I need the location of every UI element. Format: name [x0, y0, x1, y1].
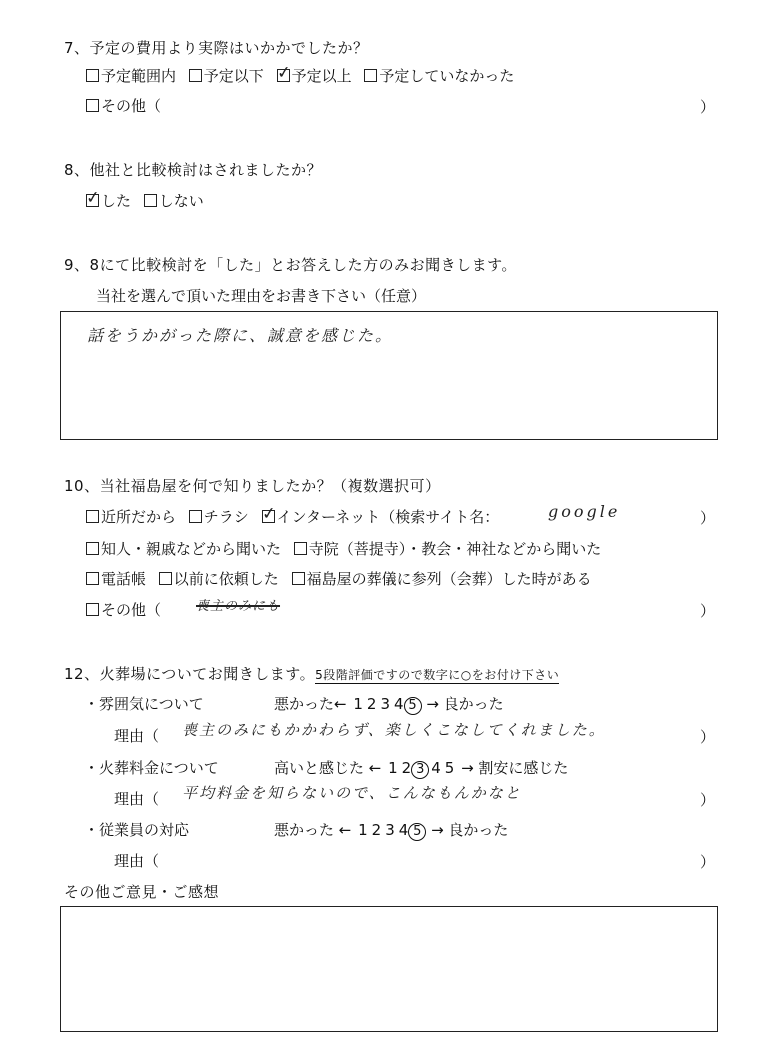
q12-title	[64, 664, 559, 685]
rating-digit[interactable]: 5	[444, 759, 455, 777]
rating-digit[interactable]: 3	[380, 695, 390, 713]
checkbox-checked[interactable]	[84, 187, 102, 209]
option-label: 予定以上	[291, 67, 352, 85]
close-paren: ）	[700, 98, 716, 116]
option-label: 福島屋の葬儀に参列（会葬）した時がある	[306, 570, 592, 588]
q10-row2	[86, 539, 609, 559]
rating-digit[interactable]: 1	[388, 759, 398, 777]
option-label: 予定していなかった	[379, 67, 515, 85]
checkmark-icon: ✓	[260, 503, 277, 525]
q7-title: 7、予定の費用より実際はいかかでしたか？	[64, 39, 369, 57]
q10-row3	[86, 569, 600, 589]
close-paren: ）	[700, 791, 716, 809]
option-label: 予定以下	[203, 67, 264, 85]
q12-item2-label: ・火葬料金について	[84, 759, 219, 777]
q7-other[interactable]	[86, 96, 161, 116]
checkbox[interactable]	[144, 194, 157, 207]
other-comments-title: その他ご意見・ご感想	[64, 883, 220, 901]
checkbox[interactable]	[364, 69, 377, 82]
q12-item1-reason-label: 理由（	[114, 727, 160, 745]
checkbox[interactable]	[159, 572, 172, 585]
q10-search-site-handwritten: google	[548, 502, 621, 521]
q10-option-attended[interactable]	[292, 569, 592, 589]
q12-note: 5段階評価ですので数字に○をお付け下さい	[315, 668, 560, 682]
checkbox[interactable]	[189, 69, 202, 82]
q10-option-phonebook[interactable]	[86, 569, 146, 589]
scale-left-label: 悪かった←	[274, 695, 347, 713]
q7-option-3[interactable]	[275, 62, 352, 86]
rating-digit[interactable]: 4	[394, 695, 404, 713]
scale-right-label: → 良かった	[431, 821, 509, 839]
q9-title: 9、8にて比較検討を「した」とお答えした方のみお聞きします。	[64, 256, 517, 274]
q12-item1-scale-row	[274, 694, 504, 715]
close-paren: ）	[700, 728, 716, 746]
q12-item3-reason-label: 理由（	[114, 852, 160, 870]
rating-selected[interactable]: 3	[411, 761, 429, 779]
q7-options	[86, 62, 522, 86]
option-label: 電話帳	[101, 570, 147, 588]
rating-digit[interactable]: 1	[353, 695, 363, 713]
rating-digit[interactable]: 4	[398, 821, 409, 839]
q12-item2-reason-label: 理由（	[114, 790, 160, 808]
q10-option-nearby[interactable]	[86, 507, 176, 527]
rating-digit[interactable]: 3	[385, 821, 395, 839]
q8-options	[84, 187, 212, 211]
q12-item1-label: ・雰囲気について	[84, 695, 204, 713]
rating-digit[interactable]: 2	[366, 695, 377, 713]
checkmark-icon: ✓	[84, 187, 102, 209]
checkbox[interactable]	[294, 542, 307, 555]
q12-item1-reason-handwritten: 喪主のみにもかかわらず、楽しくこなしてくれました。	[182, 721, 606, 739]
option-label: 知人・親戚などから聞いた	[101, 540, 282, 558]
rating-digit[interactable]: 4	[431, 759, 441, 777]
checkbox-checked[interactable]	[275, 62, 292, 84]
q8-title: 8、他社と比較検討はされましたか？	[64, 161, 323, 179]
scale-right-label: → 割安に感じた	[461, 759, 569, 777]
rating-digit[interactable]: 1	[358, 821, 368, 839]
close-paren: ）	[700, 509, 716, 527]
option-label: した	[101, 192, 132, 210]
checkbox[interactable]	[292, 572, 305, 585]
checkbox[interactable]	[86, 510, 99, 523]
option-label: 予定範囲内	[101, 67, 177, 85]
scale-left-label: 悪かった ←	[274, 821, 352, 839]
close-paren: ）	[700, 853, 716, 871]
checkbox[interactable]	[86, 99, 99, 112]
q10-title: 10、当社福島屋を何で知りましたか？（複数選択可）	[64, 477, 441, 495]
q7-option-1[interactable]	[86, 66, 176, 86]
other-label: その他（	[101, 97, 162, 115]
other-label: その他（	[101, 601, 162, 619]
option-label: インターネット（検索サイト名：	[276, 508, 500, 526]
q10-option-internet[interactable]	[260, 503, 500, 527]
option-label: 寺院（菩提寺）・教会・神社などから聞いた	[308, 540, 602, 558]
scale-right-label: → 良かった	[426, 695, 504, 713]
q9-answer-box[interactable]	[60, 311, 718, 440]
q8-option-1[interactable]	[84, 187, 132, 211]
checkbox[interactable]	[86, 542, 99, 555]
option-label: 以前に依頼した	[173, 570, 279, 588]
scale-left-label: 高いと感じた ←	[274, 759, 382, 777]
other-comments-box[interactable]	[60, 906, 718, 1032]
q10-option-flyer[interactable]	[189, 507, 249, 527]
rating-digit[interactable]: 2	[371, 821, 382, 839]
rating-digit[interactable]: 2	[401, 759, 412, 777]
q10-option-temple[interactable]	[294, 539, 602, 559]
checkbox[interactable]	[86, 572, 99, 585]
rating-scale[interactable]	[351, 695, 421, 713]
rating-selected[interactable]: 5	[408, 823, 426, 841]
q10-option-acquaintance[interactable]	[86, 539, 281, 559]
q8-option-2[interactable]	[144, 191, 204, 211]
q9-handwritten-answer: 話をうかがった際に、誠意を感じた。	[87, 326, 394, 345]
q7-option-4[interactable]	[364, 66, 514, 86]
q7-option-2[interactable]	[189, 66, 264, 86]
rating-scale[interactable]	[386, 759, 456, 777]
close-paren: ）	[700, 602, 716, 620]
checkbox-checked[interactable]	[260, 503, 277, 525]
q10-row1	[86, 503, 507, 527]
checkmark-icon: ✓	[275, 62, 292, 84]
checkbox[interactable]	[86, 69, 99, 82]
q12-item3-label: ・従業員の対応	[84, 821, 190, 839]
q10-option-previous[interactable]	[159, 569, 279, 589]
q12-item2-scale-row	[274, 758, 568, 779]
option-label: 近所だから	[101, 508, 177, 526]
option-label: しない	[158, 192, 204, 210]
q9-subtitle: 当社を選んで頂いた理由をお書き下さい（任意）	[96, 287, 427, 305]
rating-scale[interactable]	[356, 821, 426, 839]
q12-item3-scale-row	[274, 820, 508, 841]
option-label: チラシ	[203, 508, 249, 526]
q12-item2-reason-handwritten: 平均料金を知らないので、こんなもんかなと	[182, 784, 522, 802]
q10-other-handwritten-struck: 喪主のみにも	[196, 599, 281, 614]
rating-selected[interactable]: 5	[404, 697, 422, 715]
q12-title-text: 12、火葬場についてお聞きします。	[64, 665, 316, 683]
checkbox[interactable]	[86, 603, 99, 616]
q10-other[interactable]	[86, 600, 161, 620]
checkbox[interactable]	[189, 510, 202, 523]
